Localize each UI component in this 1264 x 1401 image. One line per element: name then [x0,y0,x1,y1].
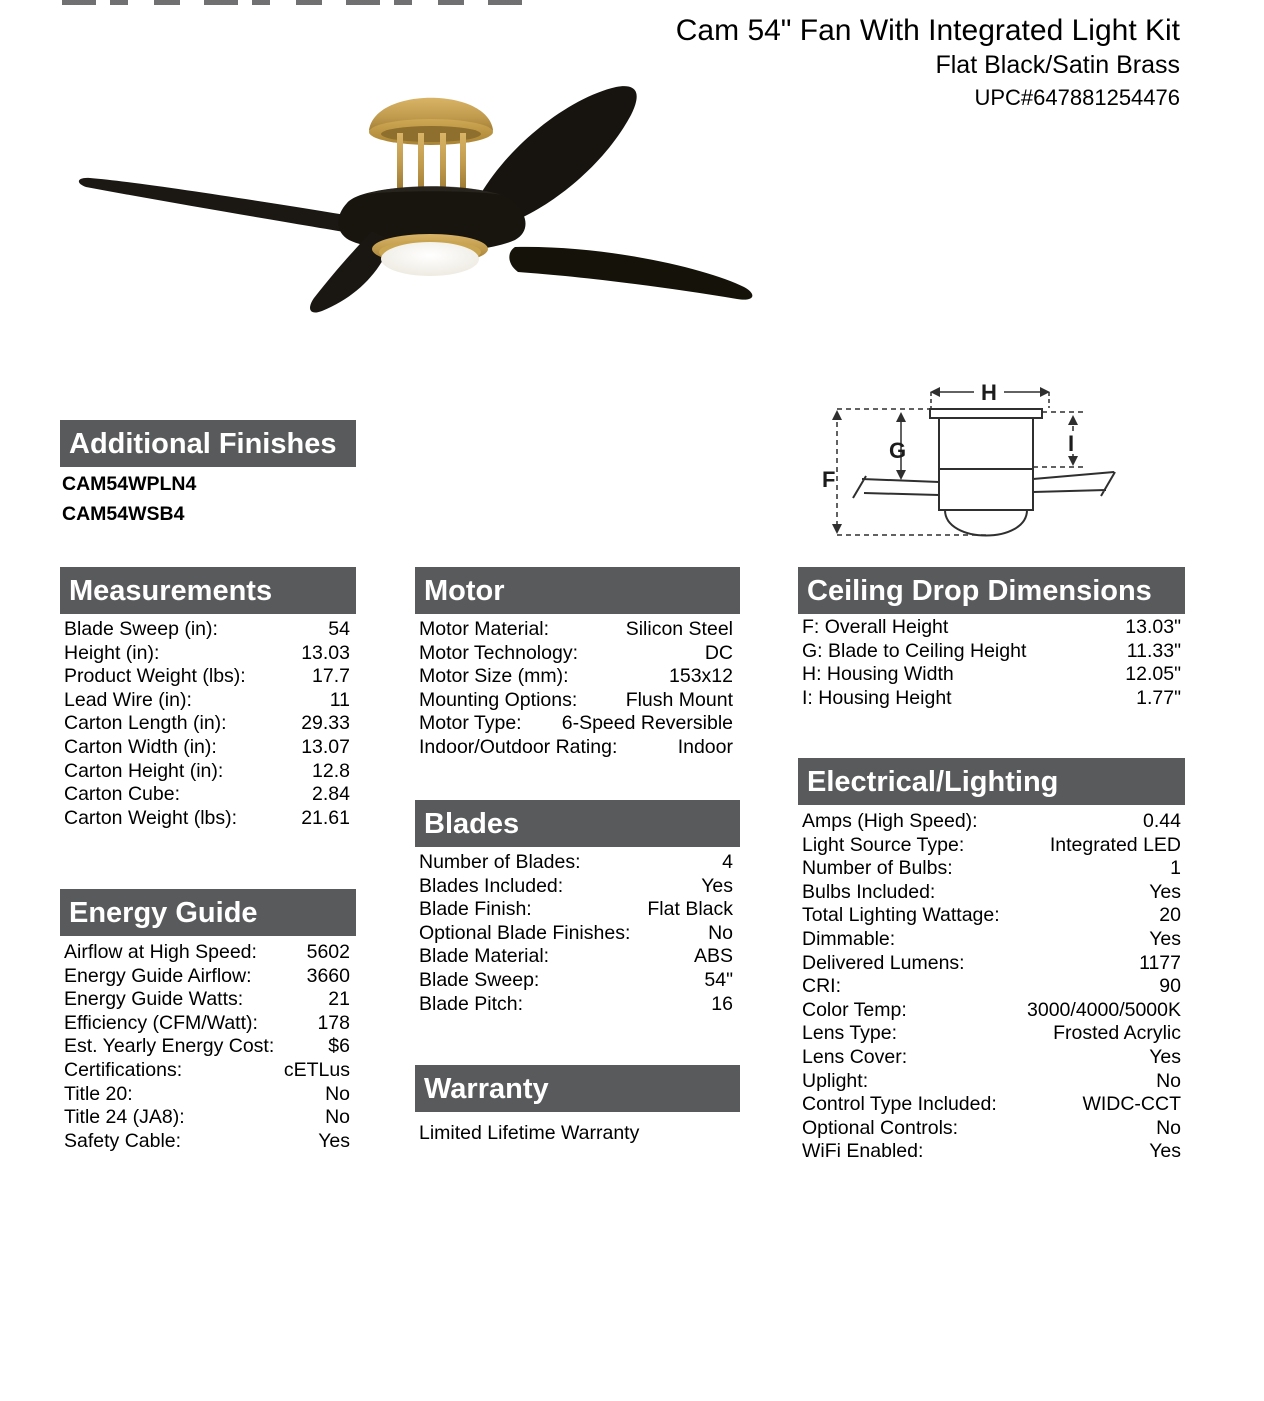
diagram-housing-band [939,469,1033,510]
warranty-heading: Warranty [415,1065,740,1112]
spec-row [64,712,350,736]
spec-row [64,988,350,1012]
additional-finishes-list [62,469,358,529]
finish-subtitle: Flat Black/Satin Brass [935,51,1180,79]
spec-label: Blade Pitch: [419,992,524,1015]
spec-row [419,898,733,922]
spec-label: Optional Blade Finishes: [419,921,631,944]
spec-value: Yes [1149,1045,1181,1068]
spec-row [802,1046,1181,1070]
ceiling-drop-table [802,616,1181,710]
page-title: Cam 54" Fan With Integrated Light Kit [675,14,1180,47]
spec-label: F: Overall Height [802,616,949,638]
spec-label: H: Housing Width [802,663,954,686]
spec-label: Est. Yearly Energy Cost: [64,1035,275,1058]
spec-row [802,834,1181,858]
spec-label: Motor Technology: [419,641,578,664]
spec-label: WiFi Enabled: [802,1140,924,1163]
spec-label: Efficiency (CFM/Watt): [64,1011,258,1034]
spec-label: Amps (High Speed): [802,810,978,832]
spec-label: Blade Sweep: [419,968,540,991]
spec-label: Indoor/Outdoor Rating: [419,735,618,758]
spec-value: No [325,1106,350,1129]
spec-row [64,736,350,760]
fan-downrod [397,133,403,195]
spec-row [419,969,733,993]
spec-row [64,1130,350,1154]
spec-value: 1177 [1139,951,1181,974]
spec-label: Bulbs Included: [802,880,936,903]
spec-label: Carton Cube: [64,783,180,806]
spec-label: Number of Blades: [419,851,581,873]
spec-value: 12.8 [312,759,350,782]
spec-value: 12.05" [1125,663,1181,686]
spec-value: 29.33 [301,712,350,735]
spec-value: Yes [1149,1140,1181,1163]
spec-value: Flat Black [647,898,733,921]
spec-value: 3000/4000/5000K [1027,998,1181,1021]
spec-label: Mounting Options: [419,688,578,711]
spec-value: 2.84 [312,783,350,806]
spec-value: 13.03" [1125,616,1181,638]
spec-value: Yes [1149,880,1181,903]
spec-row [64,1106,350,1130]
upc-code: UPC#647881254476 [974,85,1180,110]
spec-label: Airflow at High Speed: [64,941,257,963]
spec-value: Yes [1149,927,1181,950]
spec-label: Lead Wire (in): [64,688,192,711]
spec-row [802,687,1181,711]
spec-value: 3660 [306,964,350,987]
spec-row [64,783,350,807]
spec-label: Height (in): [64,641,160,664]
spec-value: 21.61 [301,806,350,829]
spec-label: Optional Controls: [802,1116,959,1139]
spec-row [64,618,350,642]
measurements-heading: Measurements [60,567,356,614]
spec-label: Blade Material: [419,945,550,968]
diagram-top-plate [930,409,1042,418]
fan-light-lens [381,242,479,276]
spec-value: No [1156,1116,1181,1139]
spec-label: Title 24 (JA8): [64,1106,185,1129]
spec-value: 11.33" [1126,639,1181,662]
spec-value: No [1156,1069,1181,1092]
spec-value: 17.7 [312,665,350,688]
spec-row [64,965,350,989]
spec-row [419,993,733,1017]
measurements-table [64,618,350,830]
spec-row [802,928,1181,952]
spec-label: Title 20: [64,1082,133,1105]
spec-row [64,1059,350,1083]
spec-value: Silicon Steel [625,618,733,640]
spec-label: G: Blade to Ceiling Height [802,639,1027,662]
diagram-blade-left [853,476,939,498]
spec-value: 0.44 [1143,810,1181,832]
diagram-blade-right [1033,472,1115,496]
spec-label: Blade Sweep (in): [64,618,218,640]
cropped-logo-fragments [62,0,522,5]
spec-row [802,975,1181,999]
spec-label: Dimmable: [802,927,896,950]
spec-row [802,640,1181,664]
spec-row [419,665,733,689]
spec-value: 90 [1159,975,1181,998]
spec-row [419,922,733,946]
spec-row [419,642,733,666]
spec-label: Motor Size (mm): [419,665,569,688]
spec-value: Indoor [677,735,733,758]
spec-row [64,1083,350,1107]
spec-row [802,616,1181,640]
spec-row [64,941,350,965]
diagram-dome [945,510,1027,536]
dim-label-g: G [889,438,907,463]
spec-row [802,857,1181,881]
energy-guide-table [64,941,350,1153]
fan-blade-left [79,178,366,235]
spec-row [64,689,350,713]
spec-label: Lens Cover: [802,1045,908,1068]
electrical-table [802,810,1181,1164]
spec-value: Flush Mount [625,688,733,711]
finish-item: CAM54WPLN4 [62,473,197,495]
spec-label: Motor Material: [419,618,550,640]
spec-label: Lens Type: [802,1022,898,1045]
spec-label: Carton Height (in): [64,759,224,782]
spec-value: Integrated LED [1049,833,1181,856]
additional-finishes-heading: Additional Finishes [60,420,356,467]
spec-label: Blade Finish: [419,898,532,921]
spec-row [419,618,733,642]
spec-row [419,736,733,760]
spec-label: Safety Cable: [64,1129,182,1152]
spec-value: 1.77" [1136,686,1181,709]
spec-value: Frosted Acrylic [1053,1022,1181,1045]
spec-value: 54 [328,618,350,640]
spec-label: Total Lighting Wattage: [802,904,1000,927]
dim-label-i: I [1068,431,1075,456]
spec-value: 153x12 [669,665,733,688]
spec-label: Color Temp: [802,998,907,1021]
spec-value: 178 [317,1011,350,1034]
spec-label: Product Weight (lbs): [64,665,246,688]
arrowhead [896,412,906,422]
dim-label-h: H [981,380,997,405]
arrowhead [1068,415,1078,425]
spec-row [802,1070,1181,1094]
spec-row [64,642,350,666]
fan-product-image [60,75,765,325]
spec-value: No [708,921,733,944]
arrowhead [832,410,842,420]
spec-row [802,904,1181,928]
spec-row [802,663,1181,687]
spec-row [802,881,1181,905]
spec-label: Delivered Lumens: [802,951,965,974]
spec-row [64,760,350,784]
spec-value: Yes [318,1129,350,1152]
fan-blade-right [509,247,752,300]
spec-label: I: Housing Height [802,686,952,709]
spec-row [802,810,1181,834]
arrowhead [896,470,906,480]
spec-value: 13.03 [301,641,350,664]
spec-label: Certifications: [64,1058,183,1081]
arrowhead [1068,456,1078,466]
diagram-housing [939,418,1033,469]
spec-row [64,665,350,689]
spec-label: Carton Weight (lbs): [64,806,238,829]
spec-label: Light Source Type: [802,833,965,856]
spec-value: ABS [693,945,733,968]
motor-table [419,618,733,760]
spec-row [802,952,1181,976]
spec-label: Control Type Included: [802,1093,997,1116]
spec-label: Energy Guide Airflow: [64,964,252,987]
spec-label: Motor Type: [419,712,522,735]
spec-value: 1 [1170,857,1181,880]
spec-label: Carton Width (in): [64,735,217,758]
spec-value: 11 [329,688,350,711]
spec-value: 20 [1159,904,1181,927]
spec-value: Yes [701,874,733,897]
spec-row [419,712,733,736]
finish-item: CAM54WSB4 [62,503,185,525]
spec-value: 13.07 [301,735,350,758]
spec-value: cETLus [283,1058,350,1081]
spec-value: 21 [328,988,350,1011]
spec-value: 54" [704,968,733,991]
motor-heading: Motor [415,567,740,614]
spec-value: 6-Speed Reversible [561,712,733,735]
spec-label: Energy Guide Watts: [64,988,244,1011]
spec-row [419,851,733,875]
spec-value: 4 [722,851,733,873]
ceiling-drop-diagram [818,372,1213,552]
spec-row [64,1012,350,1036]
spec-row [419,945,733,969]
spec-row [802,1117,1181,1141]
blades-table [419,851,733,1016]
spec-row [419,689,733,713]
spec-value: WIDC-CCT [1082,1093,1181,1116]
energy-guide-heading: Energy Guide [60,889,356,936]
spec-value: 5602 [306,941,350,963]
spec-value: 16 [711,992,733,1015]
spec-value: No [325,1082,350,1105]
fan-downrod [460,133,466,195]
arrowhead [832,524,842,534]
spec-label: Blades Included: [419,874,564,897]
spec-label: Number of Bulbs: [802,857,953,880]
blades-heading: Blades [415,800,740,847]
spec-label: Carton Length (in): [64,712,227,735]
spec-row [802,1140,1181,1164]
spec-row [802,1093,1181,1117]
spec-value: DC [704,641,733,664]
ceiling-drop-heading: Ceiling Drop Dimensions [798,567,1185,614]
spec-row [419,875,733,899]
electrical-heading: Electrical/Lighting [798,758,1185,805]
spec-row [802,999,1181,1023]
spec-value: $6 [328,1035,350,1058]
spec-label: CRI: [802,975,841,998]
dim-label-f: F [822,467,836,492]
spec-row [802,1022,1181,1046]
spec-row [64,807,350,831]
warranty-text: Limited Lifetime Warranty [419,1122,640,1144]
spec-label: Uplight: [802,1069,869,1092]
spec-row [64,1035,350,1059]
